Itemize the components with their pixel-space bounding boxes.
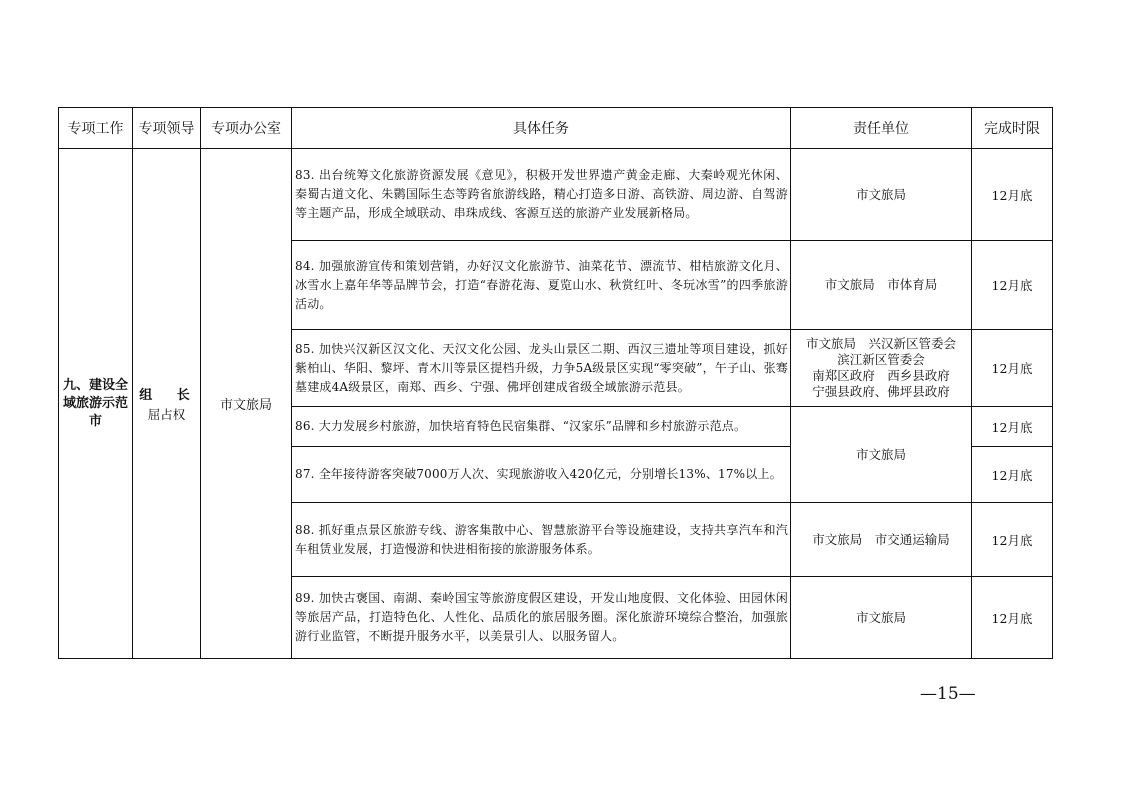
unit-85-line: 市文旅局 兴汉新区管委会 bbox=[805, 336, 956, 351]
unit-85-line: 宁强县政府、佛坪县政府 bbox=[812, 384, 950, 399]
task-86: 86. 大力发展乡村旅游，加快培育特色民宿集群、“汉家乐”品牌和乡村旅游示范点。 bbox=[292, 407, 791, 447]
task-88: 88. 抓好重点景区旅游专线、游客集散中心、智慧旅游平台等设施建设，支持共享汽车和汽车租赁业发展，打造慢游和快进相衔接的旅游服务体系。 bbox=[292, 503, 791, 577]
deadline-84: 12月底 bbox=[972, 241, 1053, 330]
page-number: —15— bbox=[920, 684, 976, 704]
task-84: 84. 加强旅游宣传和策划营销，办好汉文化旅游节、油菜花节、漂流节、柑桔旅游文化月、冰雪水上嘉年华等品牌节会，打造“春游花海、夏览山水、秋赏红叶、冬玩冰雪”的四季旅游活动。 bbox=[292, 241, 791, 330]
leader-role: 组 长 bbox=[139, 388, 200, 403]
task-table-container bbox=[58, 107, 1052, 658]
table-header-row bbox=[59, 108, 1053, 149]
unit-88: 市文旅局 市交通运输局 bbox=[791, 503, 972, 577]
deadline-88: 12月底 bbox=[972, 503, 1053, 577]
task-table bbox=[58, 107, 1053, 659]
header-special-leader: 专项领导 bbox=[133, 108, 201, 149]
unit-84: 市文旅局 市体育局 bbox=[791, 241, 972, 330]
task-87: 87. 全年接待游客突破7000万人次、实现旅游收入420亿元，分别增长13%、17%以上。 bbox=[292, 447, 791, 503]
deadline-85: 12月底 bbox=[972, 330, 1053, 407]
unit-86-87: 市文旅局 bbox=[791, 407, 972, 503]
task-83: 83. 出台统筹文化旅游资源发展《意见》，积极开发世界遗产黄金走廊、大秦岭观光休闲、秦蜀古道文化、朱鹮国际生态等跨省旅游线路，精心打造多日游、高铁游、周边游、自驾游等主题产品，形成全域联动、串珠成线、客源互送的旅游产业发展新格局。 bbox=[292, 149, 791, 241]
unit-85-line: 南郑区政府 西乡县政府 bbox=[812, 368, 950, 383]
header-special-work: 专项工作 bbox=[59, 108, 133, 149]
deadline-89: 12月底 bbox=[972, 577, 1053, 659]
special-leader-cell bbox=[133, 149, 201, 659]
unit-89: 市文旅局 bbox=[791, 577, 972, 659]
header-special-office: 专项办公室 bbox=[201, 108, 292, 149]
deadline-83: 12月底 bbox=[972, 149, 1053, 241]
header-responsible-unit: 责任单位 bbox=[791, 108, 972, 149]
task-89: 89. 加快古褒国、南湖、秦岭国宝等旅游度假区建设，开发山地度假、文化体验、田园休闲等旅居产品，打造特色化、人性化、品质化的旅居服务圈。深化旅游环境综合整治，加强旅游行业监管，不断提升服务水平，以美景引人、以服务留人。 bbox=[292, 577, 791, 659]
unit-85-line: 滨江新区管委会 bbox=[837, 352, 925, 367]
leader-name: 屈占权 bbox=[147, 407, 186, 422]
task-85: 85. 加快兴汉新区汉文化、天汉文化公园、龙头山景区二期、西汉三遗址等项目建设，抓好紫柏山、华阳、黎坪、青木川等景区提档升级，力争5A级景区实现“零突破”，午子山、张骞墓建成4A级景区，南郑、西乡、宁强、佛坪创建成省级全域旅游示范县。 bbox=[292, 330, 791, 407]
unit-85 bbox=[791, 330, 972, 407]
table-row bbox=[59, 149, 1053, 241]
unit-83: 市文旅局 bbox=[791, 149, 972, 241]
header-deadline: 完成时限 bbox=[972, 108, 1053, 149]
deadline-87: 12月底 bbox=[972, 447, 1053, 503]
special-work-cell: 九、建设全域旅游示范市 bbox=[59, 149, 133, 659]
header-specific-task: 具体任务 bbox=[292, 108, 791, 149]
deadline-86: 12月底 bbox=[972, 407, 1053, 447]
special-office-cell: 市文旅局 bbox=[201, 149, 292, 659]
